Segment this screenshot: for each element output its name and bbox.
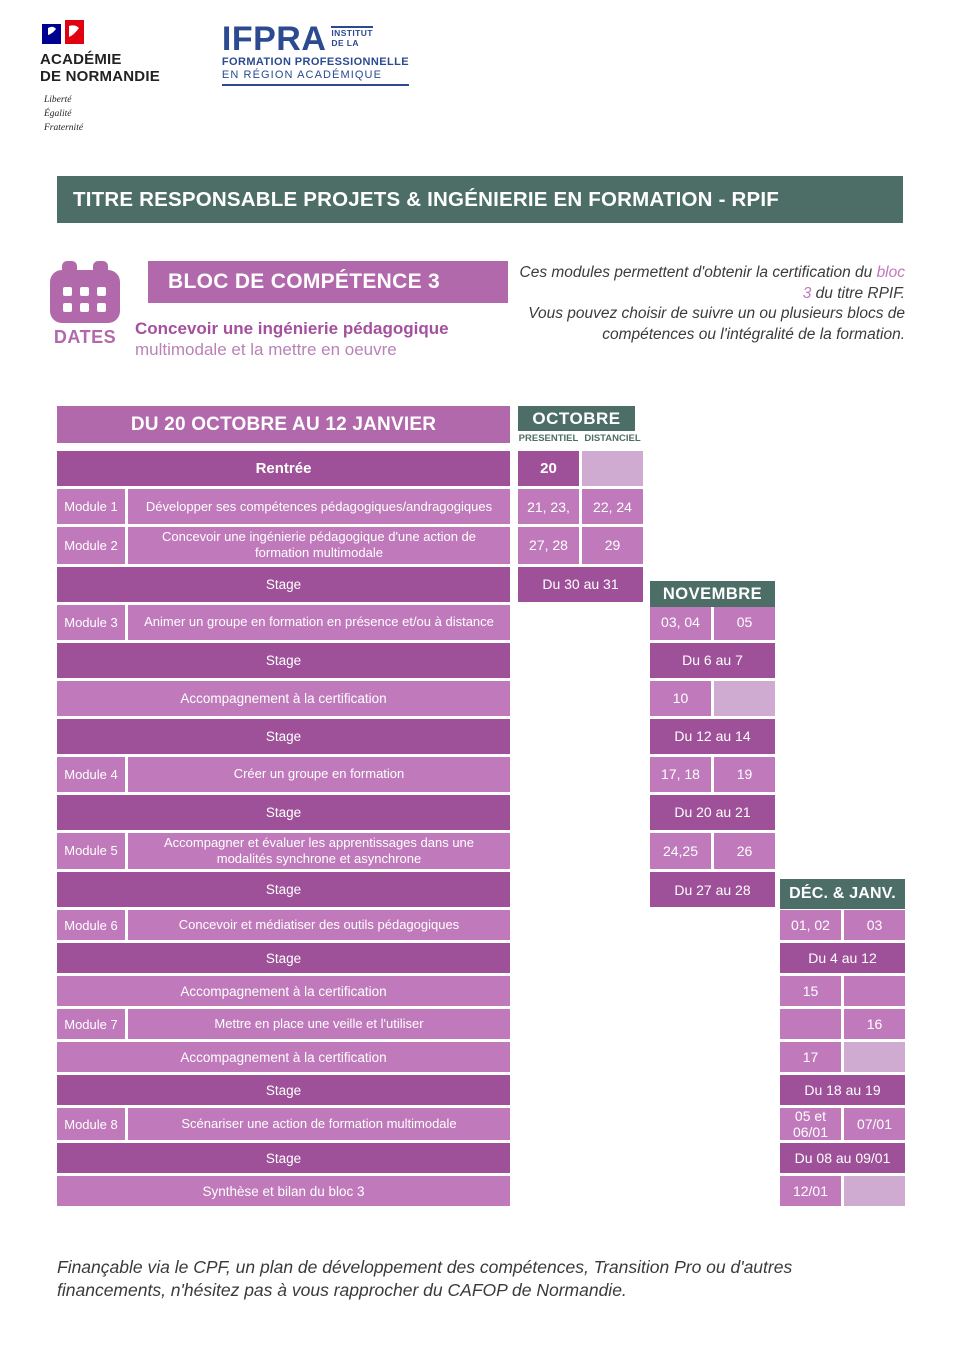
date-cell: 05 et 06/01 [780, 1108, 841, 1140]
date-cell: 26 [714, 833, 775, 870]
bloc3-highlight: bloc 3 [802, 264, 905, 302]
schedule-row [57, 976, 905, 1006]
schedule-row [57, 757, 905, 792]
date-cell: 22, 24 [582, 489, 643, 524]
schedule-row [57, 1176, 905, 1206]
date-cells [780, 1042, 908, 1072]
date-cells [780, 1108, 908, 1140]
date-cells [780, 976, 908, 1006]
date-cells [518, 527, 646, 564]
date-cells [780, 943, 908, 973]
date-cell [582, 451, 643, 486]
dates-section [50, 261, 905, 360]
schedule-row [57, 567, 905, 602]
period-header: DU 20 OCTOBRE AU 12 JANVIER [57, 406, 510, 443]
module-description: Accompagner et évaluer les apprentissages dans une modalités synchrone et asynchrone [128, 833, 510, 870]
module-description: Animer un groupe en formation en présence et/ou à distance [128, 605, 510, 640]
french-flag-icon [42, 18, 88, 48]
module-label: Module 6 [57, 910, 125, 940]
distanciel-label: DISTANCIEL [584, 433, 641, 445]
module-label: Module 8 [57, 1108, 125, 1140]
date-cells [780, 910, 908, 940]
republique-motto: Liberté Égalité Fraternité [44, 94, 84, 134]
date-cell: 07/01 [844, 1108, 905, 1140]
date-span-cell: Du 12 au 14 [650, 719, 775, 754]
date-cells [650, 872, 778, 907]
schedule-row [57, 681, 905, 716]
date-span-cell: Du 6 au 7 [650, 643, 775, 678]
date-cell: 05 [714, 605, 775, 640]
date-cells [780, 1075, 908, 1105]
date-cell: 21, 23, [518, 489, 579, 524]
date-cells [650, 719, 778, 754]
module-description: Concevoir une ingénierie pédagogique d'une action de formation multimodale [128, 527, 510, 564]
schedule-row [57, 833, 905, 870]
row-label: Stage [57, 567, 510, 602]
date-span-cell: Du 27 au 28 [650, 872, 775, 907]
bloc-subtitle-line2: multimodale et la mettre en oeuvre [135, 339, 397, 359]
module-description: Scénariser une action de formation multimodale [128, 1108, 510, 1140]
date-cells [650, 833, 778, 870]
dates-label: DATES [53, 327, 117, 348]
row-label: Stage [57, 643, 510, 678]
date-cell: 17, 18 [650, 757, 711, 792]
academie-line2: DE NORMANDIE [40, 67, 160, 85]
module-label: Module 4 [57, 757, 125, 792]
academie-normandie-logo [40, 18, 160, 135]
schedule-row [57, 489, 905, 524]
module-label: Module 3 [57, 605, 125, 640]
row-label: Stage [57, 872, 510, 907]
date-cells [518, 451, 646, 486]
date-cell: 24,25 [650, 833, 711, 870]
module-label: Module 5 [57, 833, 125, 870]
schedule-row [57, 451, 905, 486]
row-label: Synthèse et bilan du bloc 3 [57, 1176, 510, 1206]
date-cells [650, 605, 778, 640]
module-description: Développer ses compétences pédagogiques/andragogiques [128, 489, 510, 524]
date-cell: 03 [844, 910, 905, 940]
date-cell [844, 1176, 905, 1206]
month-header-november: NOVEMBRE [650, 581, 775, 607]
intro-text: Ces modules permettent d'obtenir la certification du bloc 3 du titre RPIF. Vous pouvez choisir de suivre un ou plusieurs blocs de compétences ou l'intégralité de la formation. [519, 264, 905, 343]
date-cells [650, 795, 778, 830]
date-cell [714, 681, 775, 716]
month-header-october: OCTOBRE [518, 406, 635, 431]
date-span-cell: Du 18 au 19 [780, 1075, 905, 1105]
date-cells [780, 1143, 908, 1173]
bloc-competence-block [135, 261, 510, 360]
ifpra-line2: FORMATION PROFESSIONNELLE [221, 56, 409, 69]
schedule-row [57, 795, 905, 830]
date-cell: 15 [780, 976, 841, 1006]
row-label: Stage [57, 795, 510, 830]
date-cell [780, 1009, 841, 1039]
schedule-row [57, 943, 905, 973]
page-title: TITRE RESPONSABLE PROJETS & INGÉNIERIE EN FORMATION - RPIF [57, 176, 903, 223]
date-cells [650, 757, 778, 792]
date-cell: 19 [714, 757, 775, 792]
date-cells [650, 681, 778, 716]
module-label: Module 1 [57, 489, 125, 524]
schedule-row [57, 605, 905, 640]
schedule-row [57, 910, 905, 940]
schedule-rows [57, 451, 905, 1206]
date-span-cell: Du 4 au 12 [780, 943, 905, 973]
bloc-subtitle-line1: Concevoir une ingénierie pédagogique [135, 319, 449, 339]
date-cell [844, 1042, 905, 1072]
ifpra-acronym: IFPRA [221, 20, 327, 58]
brand-header [0, 0, 953, 135]
row-label: Accompagnement à la certification [57, 1042, 510, 1072]
date-cell: 27, 28 [518, 527, 579, 564]
module-label: Module 7 [57, 1009, 125, 1039]
academie-name [40, 52, 160, 86]
row-label: Stage [57, 1075, 510, 1105]
schedule-row [57, 1009, 905, 1039]
dates-column [50, 261, 120, 360]
modality-columns [518, 433, 646, 444]
module-description: Mettre en place une veille et l'utiliser [128, 1009, 510, 1039]
ifpra-logo [221, 20, 409, 86]
date-cell [844, 976, 905, 1006]
row-label: Stage [57, 943, 510, 973]
date-cells [650, 643, 778, 678]
schedule-row [57, 527, 905, 564]
date-cell: 20 [518, 451, 579, 486]
ifpra-institut: INSTITUT DE LA [331, 28, 373, 48]
date-cell: 03, 04 [650, 605, 711, 640]
month-header-dec-janv: DÉC. & JANV. [780, 879, 905, 909]
schedule-row [57, 1075, 905, 1105]
schedule-row [57, 1143, 905, 1173]
schedule-row [57, 643, 905, 678]
module-description: Créer un groupe en formation [128, 757, 510, 792]
row-label: Rentrée [57, 451, 510, 486]
date-cells [518, 489, 646, 524]
date-span-cell: Du 08 au 09/01 [780, 1143, 905, 1173]
ifpra-line3: EN RÉGION ACADÉMIQUE [222, 69, 409, 86]
date-cell: 17 [780, 1042, 841, 1072]
schedule-row [57, 872, 905, 907]
row-label: Stage [57, 1143, 510, 1173]
date-cell: 12/01 [780, 1176, 841, 1206]
presentiel-label: PRESENTIEL [518, 433, 579, 445]
module-label: Module 2 [57, 527, 125, 564]
schedule-row [57, 1042, 905, 1072]
financing-note: Finançable via le CPF, un plan de développement des compétences, Transition Pro ou d'autres financements, n'hésitez pas à vous rapprocher du CAFOP de Normandie. [57, 1257, 793, 1301]
date-cell: 10 [650, 681, 711, 716]
date-cells [518, 567, 646, 602]
date-span-cell: Du 30 au 31 [518, 567, 643, 602]
calendar-icon [50, 261, 120, 323]
academie-line1: ACADÉMIE [40, 51, 122, 68]
row-label: Accompagnement à la certification [57, 976, 510, 1006]
schedule-table [57, 406, 905, 1206]
date-cells [780, 1176, 908, 1206]
bloc-subtitle [135, 319, 510, 360]
date-cell: 29 [582, 527, 643, 564]
bloc-competence-banner: BLOC DE COMPÉTENCE 3 [148, 261, 508, 303]
schedule-row [57, 719, 905, 754]
module-description: Concevoir et médiatiser des outils pédagogiques [128, 910, 510, 940]
date-cell: 01, 02 [780, 910, 841, 940]
row-label: Accompagnement à la certification [57, 681, 510, 716]
date-span-cell: Du 20 au 21 [650, 795, 775, 830]
date-cell: 16 [844, 1009, 905, 1039]
schedule-row [57, 1108, 905, 1140]
date-cells [780, 1009, 908, 1039]
row-label: Stage [57, 719, 510, 754]
